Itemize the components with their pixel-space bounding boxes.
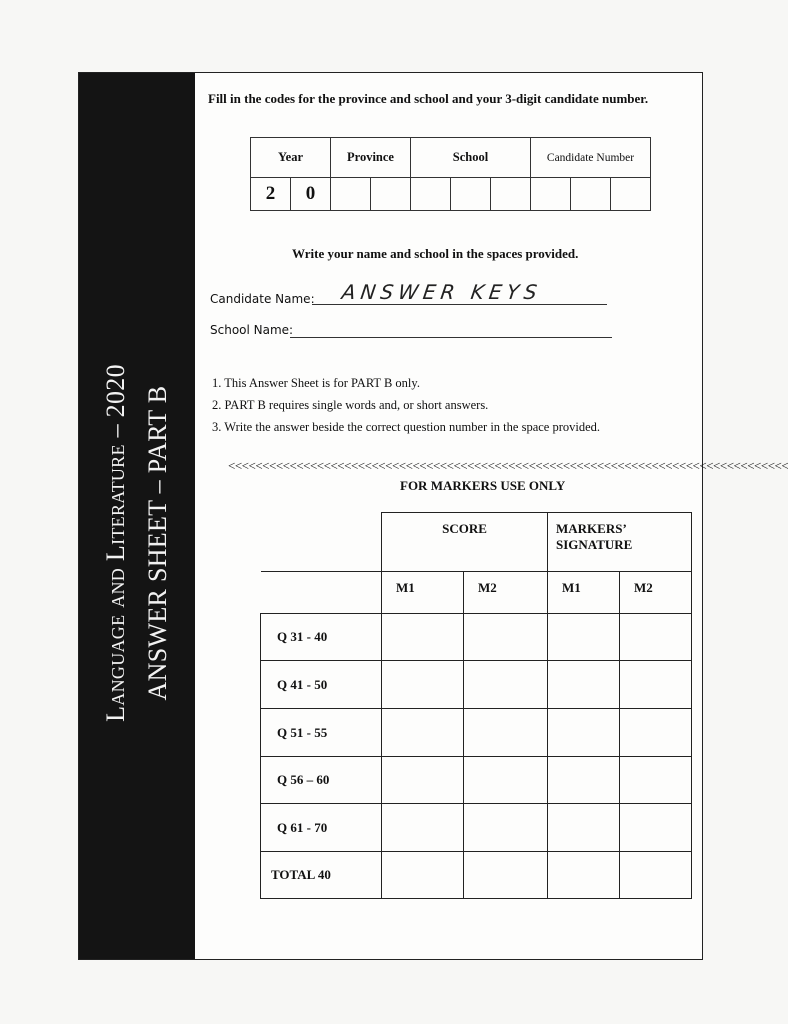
score-cell[interactable] [382,709,464,757]
province-header: Province [331,138,411,178]
year-digit-1: 2 [251,178,291,211]
score-m1-header: M1 [382,572,464,614]
table-row [261,661,692,709]
province-box-2[interactable] [371,178,411,211]
table-row [261,804,692,852]
score-cell[interactable] [382,804,464,852]
sidebar-part: ANSWER SHEET – PART B [143,385,172,701]
score-cell[interactable] [464,804,548,852]
sidebar-year: – 2020 [101,364,130,445]
signature-cell[interactable] [548,709,620,757]
sidebar-banner [79,73,195,959]
candidate-box-1[interactable] [531,178,571,211]
signature-cell[interactable] [620,804,692,852]
table-row [261,757,692,804]
signature-cell[interactable] [620,661,692,709]
school-name-label: School Name: [210,323,294,337]
markers-section-title: FOR MARKERS USE ONLY [400,478,566,493]
row-label: Q 51 - 55 [261,709,382,757]
table-row [261,709,692,757]
codes-instruction: Fill in the codes for the province and school and your 3-digit candidate number. [208,91,649,106]
score-cell[interactable] [464,614,548,661]
score-cell[interactable] [464,661,548,709]
candidate-number-header: Candidate Number [531,138,651,178]
sidebar-subject: Language and Literature [101,444,130,722]
score-cell[interactable] [382,614,464,661]
signature-m2-header: M2 [620,572,692,614]
marking-table [260,512,692,899]
school-box-2[interactable] [451,178,491,211]
table-row [261,614,692,661]
row-label: Q 31 - 40 [261,614,382,661]
province-box-1[interactable] [331,178,371,211]
score-header: SCORE [382,513,548,572]
year-header: Year [251,138,331,178]
candidate-box-2[interactable] [571,178,611,211]
sidebar-title [95,143,179,943]
score-m2-header: M2 [464,572,548,614]
instruction-list [212,372,600,438]
candidate-name-label: Candidate Name: [210,292,315,306]
candidate-box-3[interactable] [611,178,651,211]
score-cell[interactable] [464,709,548,757]
signature-cell[interactable] [548,852,620,899]
row-label: Q 56 – 60 [261,757,382,804]
score-cell[interactable] [382,757,464,804]
instruction-item: 1. This Answer Sheet is for PART B only. [212,376,420,390]
candidate-name-value: ANSWER KEYS [340,280,544,304]
instruction-item: 3. Write the answer beside the correct question number in the space provided. [212,420,601,434]
signature-m1-header: M1 [548,572,620,614]
signature-cell[interactable] [548,661,620,709]
codes-table [250,137,651,211]
signature-cell[interactable] [548,757,620,804]
score-cell[interactable] [464,757,548,804]
table-corner [261,513,382,572]
score-cell[interactable] [382,661,464,709]
table-corner [261,572,382,614]
row-label: Q 61 - 70 [261,804,382,852]
year-digit-2: 0 [291,178,331,211]
school-name-field[interactable] [290,337,612,338]
signature-cell[interactable] [548,614,620,661]
signature-cell[interactable] [620,709,692,757]
name-instruction: Write your name and school in the spaces provided. [292,246,579,261]
signature-cell[interactable] [620,614,692,661]
school-header: School [411,138,531,178]
instruction-item: 2. PART B requires single words and, or short answers. [212,398,489,412]
signature-cell[interactable] [548,804,620,852]
score-cell[interactable] [382,852,464,899]
candidate-name-field[interactable] [312,304,607,305]
signature-header: MARKERS’ SIGNATURE [548,513,692,572]
row-label: Q 41 - 50 [261,661,382,709]
school-box-1[interactable] [411,178,451,211]
total-label: TOTAL 40 [261,852,382,899]
signature-cell[interactable] [620,757,692,804]
signature-cell[interactable] [620,852,692,899]
school-box-3[interactable] [491,178,531,211]
score-cell[interactable] [464,852,548,899]
total-row [261,852,692,899]
separator-line: <<<<<<<<<<<<<<<<<<<<<<<<<<<<<<<<<<<<<<<<<<<<<<<<<<<<<<<<<<<<<<<<<<<<<<<<<<<<<<<<<< [228,458,788,473]
